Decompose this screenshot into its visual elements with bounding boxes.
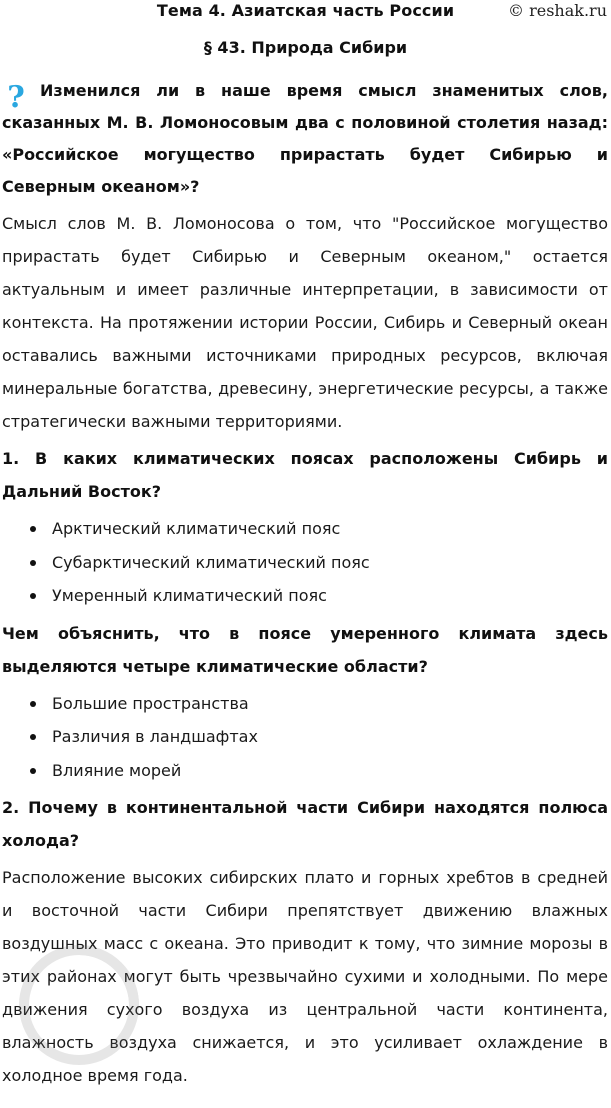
question-mark-icon [4,79,28,113]
q2-heading: 2. Почему в континентальной части Сибири находятся полюса холода? [2,798,608,850]
list-item [2,512,608,546]
topic-title: Тема 4. Азиатская часть России [156,1,455,20]
bullet-icon [30,768,36,774]
content [2,75,608,1092]
bullet-icon [30,526,36,532]
intro-question [2,75,608,203]
page-header [0,0,611,24]
bullet-icon [30,593,36,599]
bullet-icon [30,701,36,707]
q2-answer: Расположение высоких сибирских плато и горных хребтов в средней и восточной части Сибири препятствует движению влажных воздушных масс с океана. Это приводит к тому, что зимние морозы в этих районах могут быть чрезвычайно сухими и холодными. По мере движения сухого воздуха из центральной части континента, влажность воздуха снижается, и это усиливает охлаждение в холодное время года. [2,868,608,1085]
list-item [2,579,608,613]
bullet-icon [30,734,36,740]
list-item [2,754,608,788]
svg-text:?: ? [7,80,25,113]
section-title: § 43. Природа Сибири [203,38,408,57]
list-item-text: Различия в ландшафтах [52,727,258,746]
bullet-icon [30,560,36,566]
site-credit[interactable]: © reshak.ru [508,1,607,20]
q1-list [2,512,608,613]
list-item-text: Умеренный климатический пояс [52,586,327,605]
list-item-text: Влияние морей [52,760,182,780]
q1b-heading: Чем объяснить, что в поясе умеренного климата здесь выделяются четыре климатические области? [2,623,608,676]
list-item [2,687,608,721]
intro-question-text: Изменился ли в наше время смысл знаменитых слов, сказанных М. В. Ломоносовым два с половиной столетия назад: «Российское могущество прирастать будет Сибирью и Северным океаном»? [2,81,608,196]
list-item-text: Большие пространства [52,693,249,713]
list-item [2,546,608,580]
list-item-text: Арктический климатический пояс [52,519,341,538]
intro-answer: Смысл слов М. В. Ломоносова о том, что "Российское могущество прирастать будет Сибирью и Северным океаном," остается актуальным и имеет различные интерпретации, в зависимости от контекста. На протяжении истории России, Сибирь и Северный океан оставались важными источниками природных ресурсов, включая минеральные богатства, древесину, энергетические ресурсы, а также стратегически важными территориями. [2,214,608,431]
list-item [2,720,608,754]
list-item-text: Субарктический климатический пояс [52,552,370,572]
q1b-list [2,687,608,788]
q1-heading: 1. В каких климатических поясах расположены Сибирь и Дальний Восток? [2,449,608,501]
